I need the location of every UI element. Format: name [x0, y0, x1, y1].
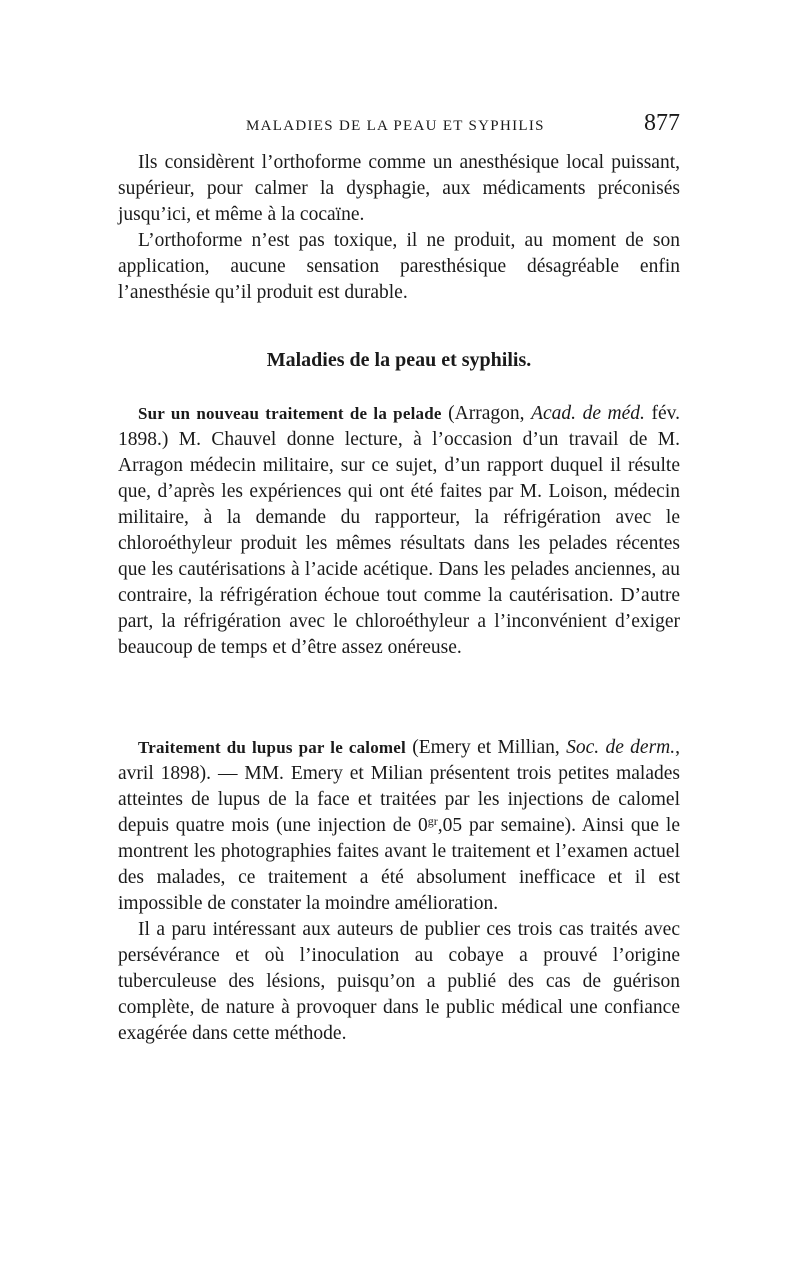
page-header	[118, 112, 680, 142]
intro-paragraph-1: Ils considèrent l’orthoforme comme un anesthésique local puissant, supérieur, pour calmer la dysphagie, aux médicaments préconisés jusqu’ici, et même à la cocaïne.	[118, 152, 680, 225]
article-lupus-body-2: ,05 par semaine). Ainsi que le montrent les photographies faites avant le traitement et l’examen actuel des malades, ce traitement a été absolument inefficace et il est impossible de constater la moindre amélioration.	[118, 815, 680, 914]
article-pelade-ref-open: (Arragon,	[441, 403, 532, 424]
intro-paragraph-2: L’orthoforme n’est pas toxique, il ne produit, au moment de son application, aucune sensation paresthésique désagréable enfin l’anesthésie qu’il produit est durable.	[118, 230, 680, 303]
running-title: MALADIES DE LA PEAU ET SYPHILIS	[246, 118, 545, 134]
page-number: 877	[644, 110, 680, 136]
section-title: Maladies de la peau et syphilis.	[266, 349, 532, 371]
article-lupus-paragraph	[118, 735, 680, 917]
article-pelade	[118, 401, 680, 661]
article-pelade-title: Sur un nouveau traitement de la pelade	[138, 404, 442, 423]
dose-unit: gr	[427, 814, 438, 828]
article-lupus-journal: Soc. de derm.	[566, 737, 676, 758]
article-pelade-ref-close: fév. 1898.)	[118, 403, 680, 450]
article-lupus-ref-close: , avril 1898).	[118, 737, 681, 784]
article-pelade-body: M. Chauvel donne lecture, à l’occasion d’un travail de M. Arragon médecin militaire, sur ce sujet, d’un rapport duquel il résulte que, d’après les expériences qui ont été faites par M. Loison, médecin militaire, à la demande du rapporteur, la réfrigération avec le chloroéthyleur produit les mêmes résultats dans les pelades récentes que les cautérisations à l’acide acétique. Dans les pelades anciennes, au contraire, la réfrigération échoue tout comme la cautérisation. D’autre part, la réfrigération avec le chloroéthyleur a l’inconvénient d’exiger beaucoup de temps et d’être assez onéreuse.	[118, 429, 680, 658]
article-lupus-paragraph-2: Il a paru intéressant aux auteurs de publier ces trois cas traités avec persévérance et où l’inoculation au cobaye a prouvé l’origine tuberculeuse des lésions, puisqu’on a publié des cas de guérison complète, de nature à provoquer dans le public médical une confiance exagérée dans cette méthode.	[118, 919, 680, 1044]
article-lupus	[118, 735, 680, 1047]
article-pelade-journal: Acad. de méd.	[531, 403, 645, 424]
article-lupus-title: Traitement du lupus par le calomel	[138, 738, 406, 757]
intro-block	[118, 150, 680, 306]
article-lupus-ref-open: (Emery et Millian,	[405, 737, 567, 758]
article-lupus-body-1: — MM. Emery et Milian présentent trois petites malades atteintes de lupus de la face et traitées par les injections de calomel depuis quatre mois (une injection de 0	[118, 763, 680, 836]
article-pelade-paragraph	[118, 401, 680, 661]
